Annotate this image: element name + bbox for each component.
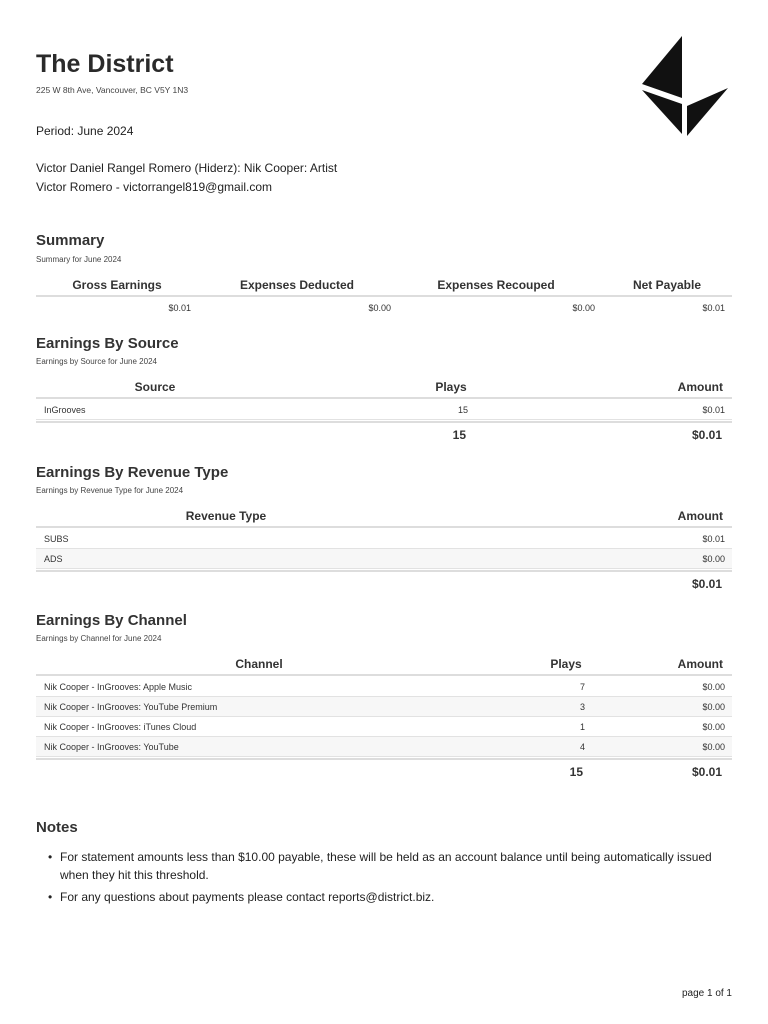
- contact-line: Victor Romero - victorrangel819@gmail.com: [36, 180, 273, 194]
- list-item: [36, 848, 726, 884]
- amount-cell: $0.01: [702, 405, 725, 415]
- source-total-plays: 15: [452, 428, 466, 442]
- source-header-plays: Plays: [435, 380, 467, 394]
- bullet-icon: •: [48, 850, 53, 864]
- company-address: 225 W 8th Ave, Vancouver, BC V5Y 1N3: [36, 85, 189, 95]
- revenue-type-cell: SUBS: [44, 534, 69, 544]
- revenue-type-total-row: [36, 570, 732, 594]
- plays-cell: 3: [579, 702, 585, 712]
- source-table: [36, 375, 732, 445]
- summary-values-row: [36, 298, 732, 318]
- source-header-source: Source: [134, 380, 176, 394]
- source-title: Earnings By Source: [36, 335, 179, 352]
- source-cell: InGrooves: [44, 405, 86, 415]
- amount-cell: $0.00: [702, 742, 725, 752]
- revenue-type-header-type: Revenue Type: [185, 509, 267, 523]
- channel-cell: Nik Cooper - InGrooves: YouTube: [44, 742, 179, 752]
- amount-cell: $0.00: [702, 554, 725, 564]
- summary-header-expenses-recouped: Expenses Recouped: [437, 278, 555, 292]
- notes-title: Notes: [36, 819, 78, 836]
- channel-cell: Nik Cooper - InGrooves: Apple Music: [44, 682, 193, 692]
- list-item: [36, 888, 726, 906]
- channel-table: [36, 652, 732, 782]
- plays-cell: 7: [579, 682, 585, 692]
- page-number: page 1 of 1: [681, 988, 732, 999]
- channel-total-row: [36, 758, 732, 782]
- amount-cell: $0.00: [702, 702, 725, 712]
- table-row: [36, 400, 732, 420]
- plays-cell: 1: [579, 722, 585, 732]
- table-row: [36, 737, 732, 757]
- summary-table: [36, 273, 732, 323]
- amount-cell: $0.01: [702, 534, 725, 544]
- table-row: [36, 677, 732, 697]
- summary-header-net-payable: Net Payable: [632, 278, 702, 292]
- revenue-type-title: Earnings By Revenue Type: [36, 464, 229, 481]
- table-row: [36, 529, 732, 549]
- channel-total-amount: $0.01: [691, 765, 722, 779]
- revenue-type-subtitle: Earnings by Revenue Type for June 2024: [36, 486, 184, 495]
- summary-gross-value: $0.01: [168, 303, 191, 313]
- amount-cell: $0.00: [702, 722, 725, 732]
- revenue-type-table-header: [36, 504, 732, 528]
- channel-cell: Nik Cooper - InGrooves: iTunes Cloud: [44, 722, 197, 732]
- amount-cell: $0.00: [702, 682, 725, 692]
- summary-net-value: $0.01: [702, 303, 725, 313]
- channel-header-plays: Plays: [550, 657, 582, 671]
- company-name: The District: [36, 50, 174, 78]
- channel-subtitle: Earnings by Channel for June 2024: [36, 634, 162, 643]
- table-row: [36, 697, 732, 717]
- channel-table-header: [36, 652, 732, 676]
- revenue-type-header-amount: Amount: [677, 509, 723, 523]
- summary-deducted-value: $0.00: [368, 303, 391, 313]
- source-table-header: [36, 375, 732, 399]
- revenue-type-table: [36, 504, 732, 594]
- channel-header-amount: Amount: [677, 657, 723, 671]
- source-header-amount: Amount: [677, 380, 723, 394]
- plays-cell: 4: [579, 742, 585, 752]
- note-text: For any questions about payments please contact reports@district.biz.: [60, 890, 435, 904]
- summary-header-gross: Gross Earnings: [72, 278, 162, 292]
- table-row: [36, 717, 732, 737]
- source-total-amount: $0.01: [691, 428, 722, 442]
- revenue-type-total-amount: $0.01: [691, 577, 722, 591]
- channel-total-plays: 15: [569, 765, 583, 779]
- note-text: For statement amounts less than $10.00 payable, these will be held as an account balance until being automatically issued when they hit this threshold.: [60, 850, 712, 882]
- summary-header-expenses-deducted: Expenses Deducted: [239, 278, 355, 292]
- district-logo-icon: [640, 36, 730, 136]
- summary-title: Summary: [36, 232, 105, 249]
- channel-header-channel: Channel: [235, 657, 283, 671]
- notes-list: [36, 848, 726, 910]
- channel-title: Earnings By Channel: [36, 612, 187, 629]
- source-subtitle: Earnings by Source for June 2024: [36, 357, 157, 366]
- summary-table-header: [36, 273, 732, 297]
- revenue-type-cell: ADS: [44, 554, 63, 564]
- summary-subtitle: Summary for June 2024: [36, 255, 122, 264]
- bullet-icon: •: [48, 890, 53, 904]
- table-row: [36, 549, 732, 569]
- channel-cell: Nik Cooper - InGrooves: YouTube Premium: [44, 702, 218, 712]
- statement-period: Period: June 2024: [36, 124, 134, 138]
- artist-line: Victor Daniel Rangel Romero (Hiderz): Nik Cooper: Artist: [36, 161, 338, 175]
- summary-recouped-value: $0.00: [572, 303, 595, 313]
- plays-cell: 15: [457, 405, 468, 415]
- source-total-row: [36, 421, 732, 445]
